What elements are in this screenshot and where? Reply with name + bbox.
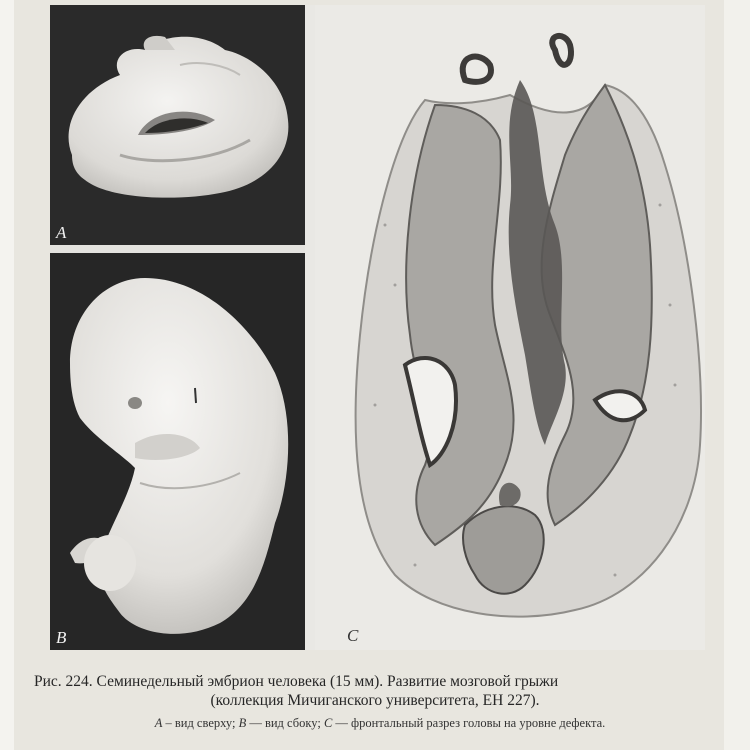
caption-line-1: Рис. 224. Семинедельный эмбрион человека (15 мм). Развитие мозговой грыжи — [34, 673, 559, 690]
legend-b-letter: B — [238, 716, 247, 730]
embryo-top-view-image — [50, 5, 305, 245]
figure-legend — [35, 716, 725, 731]
figure-caption — [30, 672, 720, 710]
legend-b-text: — вид сбоку; — [246, 716, 324, 730]
page-edge-left — [0, 0, 14, 750]
panel-c-label: C — [347, 626, 359, 645]
frontal-section-image — [315, 5, 705, 650]
panel-divider — [50, 245, 305, 253]
page-edge-right — [724, 0, 750, 750]
panel-divider-vertical — [305, 5, 315, 650]
panel-b-label: B — [56, 628, 67, 647]
panel-c-frontal-section — [315, 5, 705, 650]
legend-a-text: – вид сверху; — [162, 716, 239, 730]
panel-a-label: A — [56, 223, 67, 242]
figure-224 — [50, 5, 705, 650]
panel-b-side-view — [50, 253, 305, 650]
caption-line-2: (коллекция Мичиганского университета, EH 227). — [210, 692, 540, 709]
legend-a-letter: A — [154, 716, 163, 730]
embryo-side-view-image — [50, 253, 305, 650]
legend-c-letter: C — [323, 716, 333, 730]
legend-c-text: — фронтальный разрез головы на уровне дефекта. — [332, 716, 606, 730]
panel-a-top-view — [50, 5, 305, 245]
